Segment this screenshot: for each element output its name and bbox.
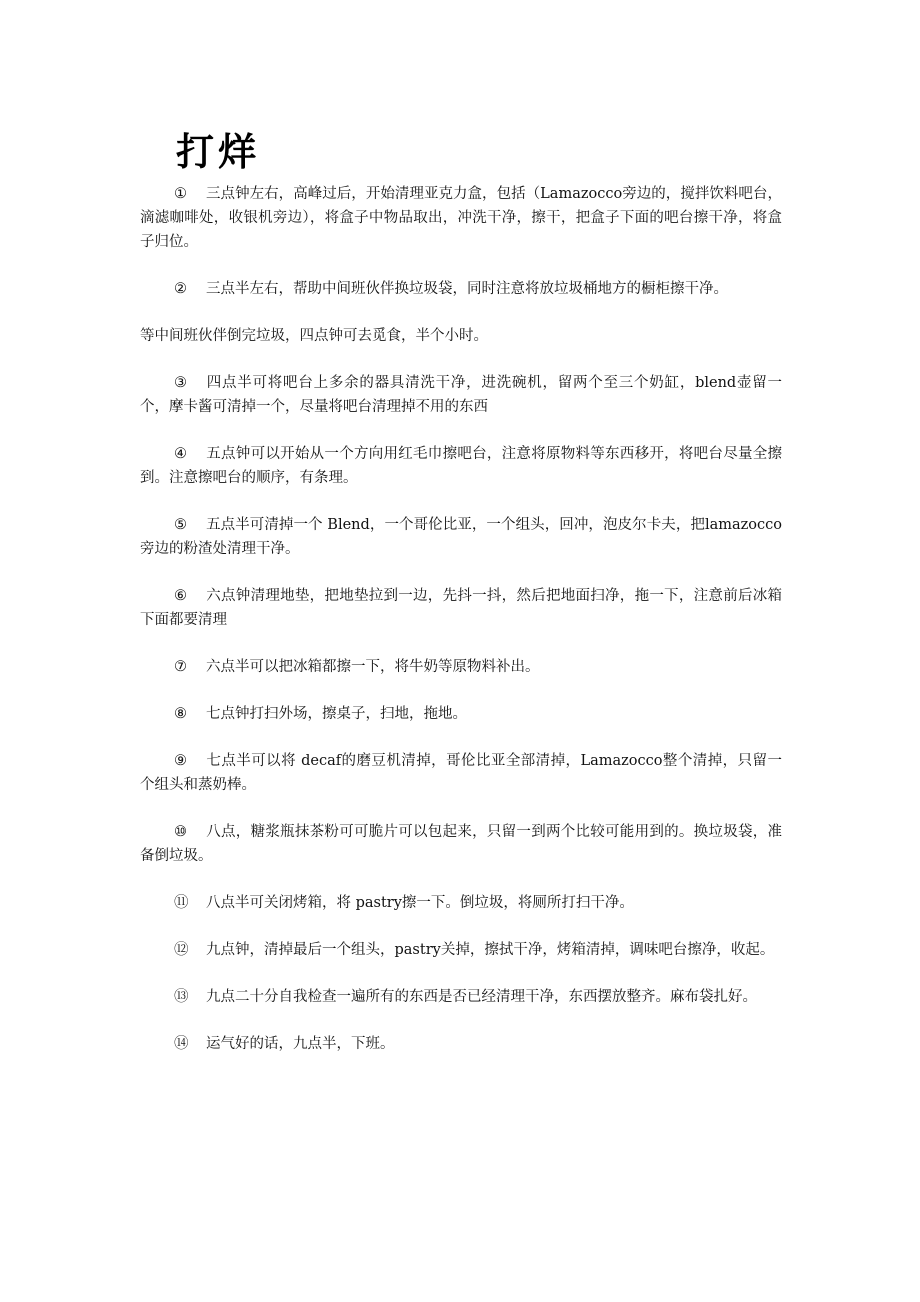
step-number: ② — [174, 281, 187, 297]
step-text: 等中间班伙伴倒完垃圾，四点钟可去觅食，半个小时。 — [140, 328, 488, 344]
step-note — [140, 324, 782, 348]
step-6 — [140, 584, 782, 632]
step-9 — [140, 749, 782, 797]
step-4 — [140, 442, 782, 490]
step-number: ⑭ — [174, 1036, 189, 1052]
step-11 — [140, 891, 782, 915]
step-10 — [140, 820, 782, 868]
step-text: 运气好的话，九点半，下班。 — [206, 1036, 395, 1052]
step-12 — [140, 938, 782, 962]
step-text: 五点半可清掉一个 Blend，一个哥伦比亚，一个组头，回冲，泡皮尔卡夫，把lamazocco旁边的粉渣处清理干净。 — [140, 517, 782, 557]
step-text: 五点钟可以开始从一个方向用红毛巾擦吧台，注意将原物料等东西移开，将吧台尽量全擦到。注意擦吧台的顺序，有条理。 — [140, 446, 782, 486]
step-number: ⑤ — [174, 517, 187, 533]
step-number: ⑦ — [174, 659, 187, 675]
step-number: ① — [174, 186, 187, 202]
step-number: ⑫ — [174, 942, 189, 958]
step-text: 八点，糖浆瓶抹茶粉可可脆片可以包起来，只留一到两个比较可能用到的。换垃圾袋，准备倒垃圾。 — [140, 824, 782, 864]
step-text: 九点二十分自我检查一遍所有的东西是否已经清理干净，东西摆放整齐。麻布袋扎好。 — [206, 989, 757, 1005]
step-number: ⑪ — [174, 895, 189, 911]
step-number: ④ — [174, 446, 187, 462]
step-2 — [140, 277, 782, 301]
document-title: 打烊 — [176, 129, 261, 174]
step-7 — [140, 655, 782, 679]
step-number: ⑬ — [174, 989, 189, 1005]
step-text: 六点半可以把冰箱都擦一下，将牛奶等原物料补出。 — [206, 659, 540, 675]
step-text: 三点钟左右，高峰过后，开始清理亚克力盒，包括（Lamazocco旁边的，搅拌饮料吧台，滴滤咖啡处，收银机旁边），将盒子中物品取出，冲洗干净，擦干，把盒子下面的吧台擦干净，将盒子归位。 — [140, 186, 782, 250]
step-text: 六点钟清理地垫，把地垫拉到一边，先抖一抖，然后把地面扫净，拖一下，注意前后冰箱下面都要清理 — [140, 588, 782, 628]
document-body — [140, 182, 782, 1079]
step-text: 七点钟打扫外场，擦桌子，扫地，拖地。 — [206, 706, 467, 722]
step-8 — [140, 702, 782, 726]
step-text: 八点半可关闭烤箱，将 pastry擦一下。倒垃圾，将厕所打扫干净。 — [206, 895, 634, 911]
step-number: ⑥ — [174, 588, 187, 604]
step-text: 四点半可将吧台上多余的器具清洗干净，进洗碗机，留两个至三个奶缸，blend壶留一个，摩卡酱可清掉一个，尽量将吧台清理掉不用的东西 — [140, 375, 782, 415]
step-text: 九点钟，清掉最后一个组头，pastry关掉，擦拭干净，烤箱清掉，调味吧台擦净，收起。 — [206, 942, 775, 958]
step-3 — [140, 371, 782, 419]
step-text: 三点半左右，帮助中间班伙伴换垃圾袋，同时注意将放垃圾桶地方的橱柜擦干净。 — [206, 281, 728, 297]
step-5 — [140, 513, 782, 561]
step-number: ⑩ — [174, 824, 187, 840]
step-text: 七点半可以将 decaf的磨豆机清掉，哥伦比亚全部清掉，Lamazocco整个清掉，只留一个组头和蒸奶棒。 — [140, 753, 782, 793]
step-1 — [140, 182, 782, 254]
step-number: ⑨ — [174, 753, 187, 769]
step-number: ③ — [174, 375, 187, 391]
step-13 — [140, 985, 782, 1009]
step-number: ⑧ — [174, 706, 187, 722]
step-14 — [140, 1032, 782, 1056]
